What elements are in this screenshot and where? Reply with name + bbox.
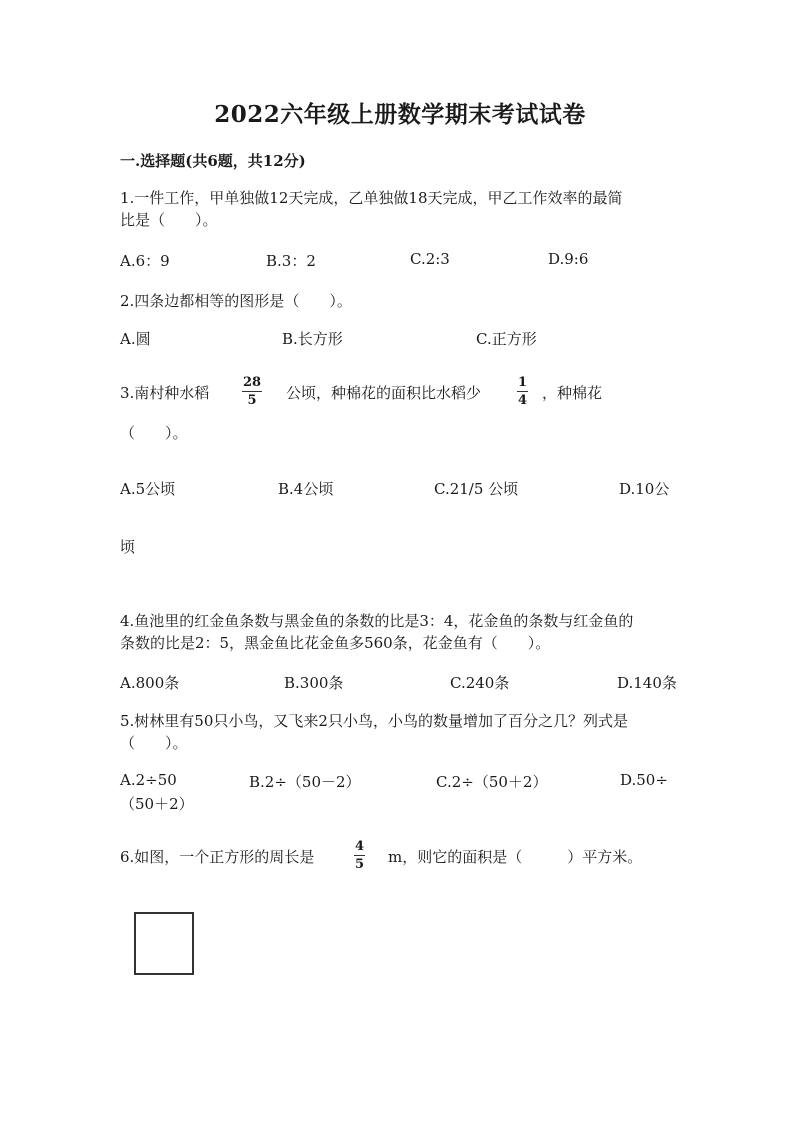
q5-option-d-wrap: （50＋2） [120, 795, 194, 813]
question-5-line-1: 5.树林里有50只小鸟，又飞来2只小鸟，小鸟的数量增加了百分之几？列式是 [120, 712, 628, 730]
question-1-line-2: 比是（ ）。 [120, 211, 218, 229]
q2-option-a: A.圆 [120, 330, 151, 348]
question-5-line-2: （ ）。 [120, 734, 188, 752]
q5-option-a: A.2÷50 [120, 771, 177, 789]
q1-option-d: D.9:6 [548, 250, 589, 268]
q3-option-c: C.21/5 公顷 [434, 480, 519, 498]
question-4-line-2: 条数的比是2：5，黑金鱼比花金鱼多560条，花金鱼有（ ）。 [120, 634, 551, 652]
q4-option-a: A.800条 [120, 674, 180, 692]
q5-option-d: D.50÷ [620, 771, 668, 789]
fraction-denominator: 5 [247, 393, 257, 408]
q5-option-c: C.2÷（50＋2） [436, 773, 548, 791]
question-3-part-1: 3.南村种水稻 [120, 384, 210, 402]
question-3-part-2: 公顷，种棉花的面积比水稻少 [286, 384, 482, 402]
q3-option-b: B.4公顷 [278, 480, 334, 498]
q3-option-d: D.10公 [619, 480, 670, 498]
q3-option-d-wrap: 顷 [120, 538, 136, 556]
q4-option-d: D.140条 [617, 674, 677, 692]
q5-option-b: B.2÷（50－2） [249, 773, 361, 791]
q2-option-b: B.长方形 [282, 330, 343, 348]
fraction-28-5 [242, 375, 262, 408]
fraction-numerator: 28 [243, 375, 262, 390]
q1-option-c: C.2:3 [410, 250, 450, 268]
fraction-numerator: 4 [355, 839, 365, 854]
question-6-part-2: m，则它的面积是（ ）平方米。 [388, 848, 643, 866]
fraction-numerator: 1 [518, 375, 528, 390]
fraction-4-5 [354, 839, 365, 872]
fraction-denominator: 4 [518, 393, 528, 408]
fraction-denominator: 5 [355, 857, 365, 872]
q4-option-b: B.300条 [284, 674, 344, 692]
question-4-line-1: 4.鱼池里的红金鱼条数与黑金鱼的条数的比是3：4，花金鱼的条数与红金鱼的 [120, 612, 634, 630]
square-figure [134, 912, 194, 975]
fraction-1-4 [517, 375, 528, 408]
page-title: 2022六年级上册数学期末考试试卷 [214, 101, 586, 128]
question-3-part-3: ，种棉花 [542, 384, 603, 402]
question-3-line-2: （ ）。 [120, 424, 188, 442]
q1-option-b: B.3：2 [266, 252, 316, 270]
q2-option-c: C.正方形 [476, 330, 537, 348]
question-1-line-1: 1.一件工作，甲单独做12天完成，乙单独做18天完成，甲乙工作效率的最简 [120, 189, 623, 207]
q4-option-c: C.240条 [450, 674, 510, 692]
q3-option-a: A.5公顷 [120, 480, 176, 498]
question-6-part-1: 6.如图，一个正方形的周长是 [120, 848, 315, 866]
question-2-text: 2.四条边都相等的图形是（ ）。 [120, 292, 352, 310]
q1-option-a: A.6：9 [120, 252, 170, 270]
section-heading: 一.选择题(共6题，共12分) [120, 152, 306, 170]
